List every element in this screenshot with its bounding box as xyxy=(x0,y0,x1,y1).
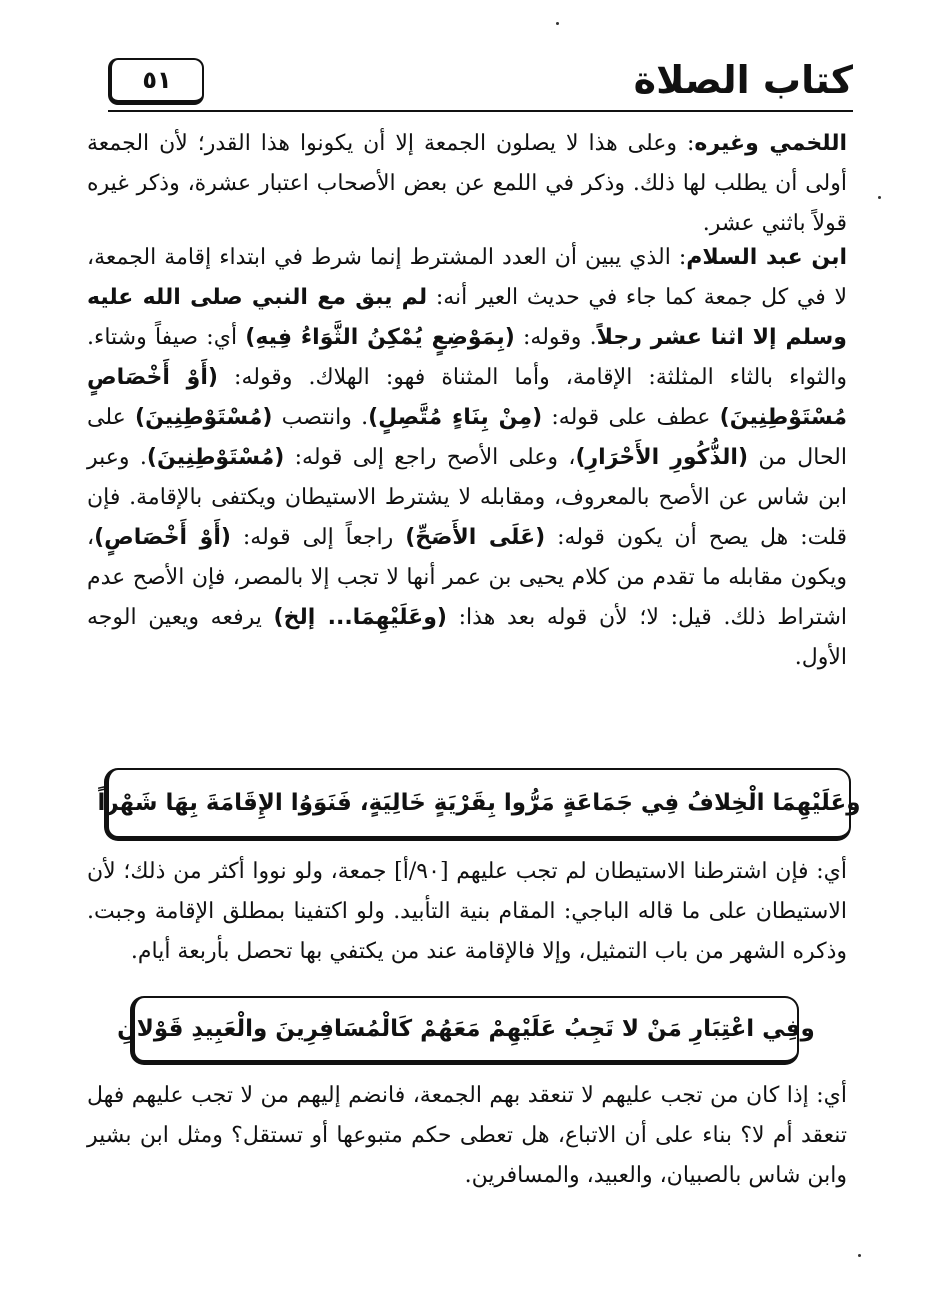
matn-quote: (الذُّكُورِ الأَحْرَارِ) xyxy=(575,445,749,470)
speaker-name: اللخمي وغيره xyxy=(694,131,847,156)
text-run: . وعبر ابن شاس عن الأصح بالمعروف، ومقابله لا يشترط الاستيطان ويكتفى بالإقامة. فإن قلت: هل يصح أن يكون قوله: xyxy=(87,445,848,550)
text-run: ، وعلى الأصح راجع إلى قوله: xyxy=(284,445,576,470)
scan-speck xyxy=(858,1254,861,1257)
matn-quote: (أَوْ أَخْصَاصٍ) xyxy=(94,525,231,550)
paragraph-ibn-abd-al-salam xyxy=(87,238,847,678)
matn-box-2 xyxy=(117,996,815,1065)
matn-text: وفِي اعْتِبَارِ مَنْ لا تَجِبُ عَلَيْهِمْ مَعَهُمْ كَالْمُسَافِرِينَ والْعَبِيدِ قَوْلانِ xyxy=(117,1016,815,1042)
matn-box-1 xyxy=(97,768,861,841)
matn-quote: (مِنْ بِنَاءٍ مُتَّصِلٍ) xyxy=(368,405,543,430)
matn-quote: (عَلَى الأَصَحِّ) xyxy=(405,525,546,550)
paragraph-lakhmi xyxy=(87,124,847,244)
page-number: ٥١ xyxy=(142,66,172,94)
matn-quote: (مُسْتَوْطِنِينَ) xyxy=(146,445,285,470)
paragraph-text: أي: فإن اشترطنا الاستيطان لم تجب عليهم [٩٠/أ] جمعة، ولو نووا أكثر من ذلك؛ لأن الاستيطان على ما قاله الباجي: المقام بنية التأبيد. ولو اكتفينا بمطلق الإقامة وجبت. وذكره الشهر من باب التمثيل، وإلا فالإقامة عند من يكتفي بها تحصل بأربعة أيام. xyxy=(87,859,847,964)
text-run: عطف على قوله: xyxy=(542,405,720,430)
text-run: . وانتصب xyxy=(272,405,369,430)
scan-speck xyxy=(556,22,559,25)
speaker-name: ابن عبد السلام xyxy=(686,245,847,270)
hadith-quote: لم يبق مع النبي صلى الله عليه وسلم إلا اثنا عشر رجلاً xyxy=(87,285,847,350)
matn-quote: (أَوْ أَخْصَاصٍ مُسْتَوْطِنِينَ) xyxy=(87,365,847,430)
chapter-title: كتاب الصلاة xyxy=(633,58,853,102)
text-run: على الحال من xyxy=(87,405,847,470)
paragraph-commentary-1 xyxy=(87,852,847,972)
paragraph-text: : وعلى هذا لا يصلون الجمعة إلا أن يكونوا هذا القدر؛ لأن الجمعة أولى أن يطلب لها ذلك. وذكر في اللمع عن بعض الأصحاب اعتبار عشرة، وذكر غيره قولاً باثني عشر. xyxy=(87,131,847,236)
text-run: : الذي يبين أن العدد المشترط إنما شرط في ابتداء إقامة الجمعة، لا في كل جمعة كما جاء في حديث العير أنه: xyxy=(87,245,847,310)
page-number-box xyxy=(108,58,204,105)
text-run: راجعاً إلى قوله: xyxy=(230,525,406,550)
paragraph-commentary-2 xyxy=(87,1076,847,1196)
matn-quote: (وعَلَيْهِمَا... إلخ) xyxy=(273,605,447,630)
text-run: . وقوله: xyxy=(514,325,597,350)
header-rule xyxy=(108,110,853,112)
text-run: أي: صيفاً وشتاء. والثواء بالثاء المثلثة: الإقامة، وأما المثناة فهو: الهلاك. وقوله: xyxy=(87,325,847,390)
paragraph-text: أي: إذا كان من تجب عليهم لا تنعقد بهم الجمعة، فانضم إليهم من لا تجب عليهم فهل تنعقد أم لا؟ بناء على أن الاتباع، هل تعطى حكم متبوعها أو تستقل؟ ومثل ابن بشير وابن شاس بالصبيان، والعبيد، والمسافرين. xyxy=(87,1083,847,1188)
text-run: يرفعه ويعين الوجه الأول. xyxy=(87,605,847,670)
text-run: ، ويكون مقابله ما تقدم من كلام يحيى بن عمر أنها لا تجب إلا بالمصر، فإن الأصح عدم اشتراط ذلك. قيل: لا؛ لأن قوله بعد هذا: xyxy=(87,525,847,630)
scan-speck xyxy=(878,196,881,199)
matn-quote: (مُسْتَوْطِنِينَ) xyxy=(135,405,273,430)
matn-text: وعَلَيْهِمَا الْخِلافُ فِي جَمَاعَةٍ مَرُّوا بِقَرْيَةٍ خَالِيَةٍ، فَنَوَوُا الإِقَامَةَ بِهَا شَهْراً xyxy=(97,790,861,816)
matn-quote: (بِمَوْضِعٍ يُمْكِنُ الثَّوَاءُ فِيهِ) xyxy=(245,325,515,350)
